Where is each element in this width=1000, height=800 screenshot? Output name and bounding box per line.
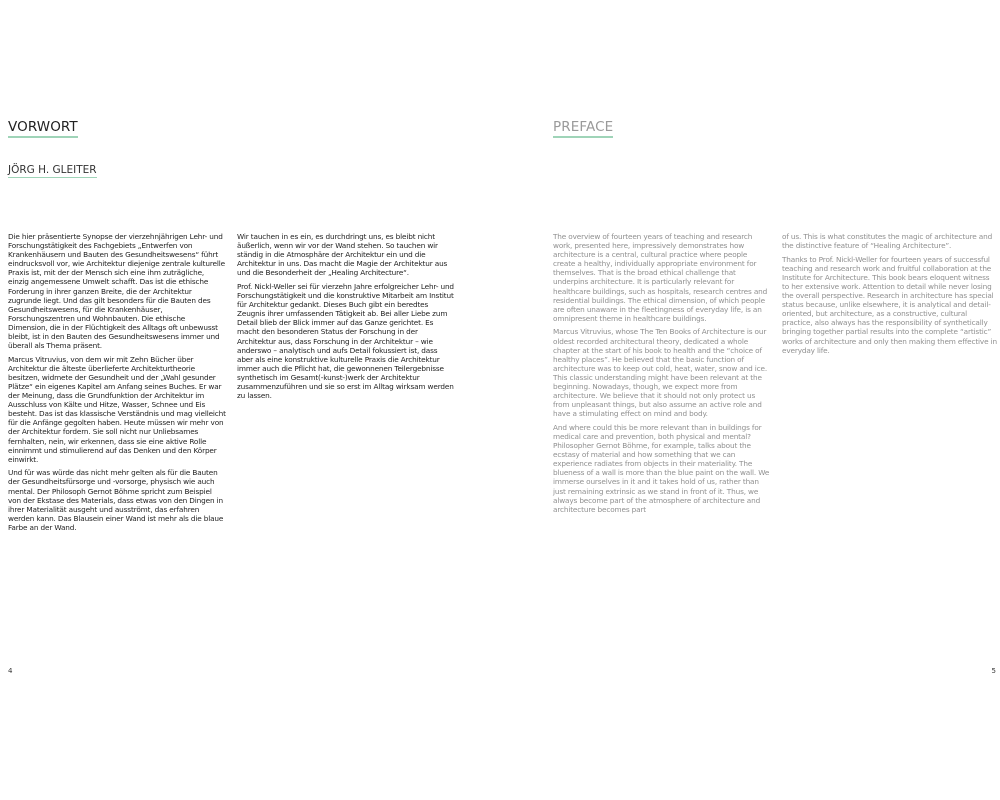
paragraph: Wir tauchen in es ein, es durchdringt uns, es bleibt nicht äußerlich, wenn wir vor der Wand stehen. So tauchen wir ständig in die Atmosphäre der Architektur ein und die Architektur in uns. Das macht die Magie der Architektur aus und die Besonderheit der „Healing Architecture“. [237, 232, 448, 278]
paragraph: Marcus Vitruvius, von dem wir mit Zehn Bücher über Architektur die älteste überlieferte Architekturtheorie besitzen, widmete der Gesundheit und der „Wahl gesunder Plätze“ ein eigenes Kapitel am Anfang seines Buches. Er war der Meinung, dass die Grundfunktion der Architektur im Ausschluss von Kälte und Hitze, Wasser, Schnee und Eis besteht. Das ist das klassische Verständnis und mag vielleicht für die Anfänge gegolten haben. Heute müssen wir mehr von der Architektur fordern. Sie soll nicht nur Unliebsames fernhalten, nein, wir erkennen, dass sie eine aktive Rolle einnimmt und stimulierend auf das Denken und den Körper einwirkt. [8, 354, 226, 464]
paragraph: Thanks to Prof. Nickl-Weller for fourteen years of successful teaching and research work and fruitful collaboration at the Institute for Architecture. This book bears eloquent witness to her extensive work. Attention to detail while never losing the overall perspective. Research in architecture has special status because, unlike elsewhere, it is analytical and detail-oriented, but architecture, as a constructive, cultural practice, also always has the responsibility of synthetically bringing together partial results into the complete “artistic” works of architecture and only then making them effective in everyday life. [782, 254, 997, 355]
english-text-column-1 [553, 232, 771, 518]
paragraph: Marcus Vitruvius, whose The Ten Books of Architecture is our oldest recorded architectural theory, dedicated a whole chapter at the start of his book to health and the “choice of healthy places”. He believed that the basic function of architecture was to keep out cold, heat, water, snow and ice. This classic understanding might have been relevant at the beginning. Nowadays, though, we expect more from architecture. We believe that it should not only protect us from unpleasant things, but also assume an active role and have a stimulating effect on mind and body. [553, 327, 768, 419]
page-title-vorwort: VORWORT [8, 119, 78, 138]
german-text-column-1 [8, 232, 226, 537]
paragraph: And where could this be more relevant than in buildings for medical care and prevention, both physical and mental? Philosopher Gernot Böhme, for example, talks about the ecstasy of material and how something that we can experience radiates from objects in their materiality. The blueness of a wall is more than the blue paint on the wall. We immerse ourselves in it and it takes hold of us, rather than just remaining extrinsic as we stand in front of it. Thus, we always become part of the atmosphere of architecture and architecture becomes part [553, 422, 770, 514]
english-text-column-2 [782, 232, 998, 359]
german-text-column-2 [237, 232, 455, 405]
page-title-preface: PREFACE [553, 119, 613, 138]
author-name: JÖRG H. GLEITER [8, 164, 97, 176]
paragraph: Und für was würde das nicht mehr gelten als für die Bauten der Gesundheitsfürsorge und -vorsorge, physisch wie auch mental. Der Philosoph Gernot Böhme spricht zum Beispiel von der Ekstase des Materials, dass etwas von den Dingen in ihrer Materialität ausgeht und ausströmt, das erfahren werden kann. Das Blausein einer Wand ist mehr als die blaue Farbe an der Wand. [8, 468, 224, 532]
page-number-left: 4 [8, 667, 13, 675]
right-page [500, 0, 1000, 800]
page-number-right: 5 [991, 667, 996, 675]
paragraph: Die hier präsentierte Synopse der vierzehnjährigen Lehr- und Forschungstätigkeit des Fachgebiets „Entwerfen von Krankenhäusern und Bauten des Gesundheitswesens“ führt eindrucksvoll vor, wie Architektur diejenige zentrale kulturelle Praxis ist, mit der der Mensch sich eine ihm zuträgliche, einzig angemessene Umwelt schafft. Das ist die ethische Forderung in ihrer ganzen Breite, die der Architektur zugrunde liegt. Und das gilt besonders für die Bauten des Gesundheitswesens, für die Krankenhäuser, Forschungszentren und Wohnbauten. Die ethische Dimension, die in der Flüchtigkeit des Alltags oft unbewusst bleibt, ist in den Bauten des Gesundheitswesens immer und überall als Thema präsent. [8, 232, 225, 351]
paragraph: of us. This is what constitutes the magic of architecture and the distinctive feature of “Healing Architecture”. [782, 232, 993, 251]
paragraph: Prof. Nickl-Weller sei für vierzehn Jahre erfolgreicher Lehr- und Forschungstätigkeit und die konstruktive Mitarbeit am Institut für Architektur gedankt. Dieses Buch gibt ein beredtes Zeugnis ihrer umfassenden Tätigkeit ab. Bei aller Liebe zum Detail blieb der Blick immer auf das Ganze gerichtet. Es macht den besonderen Status der Forschung in der Architektur aus, dass Forschung in der Architektur – wie anderswo – analytisch und aufs Detail fokussiert ist, dass aber als eine konstruktive kulturelle Praxis die Architektur immer auch die Pflicht hat, die gewonnenen Teilergebnisse synthetisch im Gesamt(-kunst-)werk der Architektur zusammenzuführen und sie so erst im Alltag wirksam werden zu lassen. [237, 281, 454, 401]
paragraph: The overview of fourteen years of teaching and research work, presented here, impressively demonstrates how architecture is a central, cultural practice where people create a healthy, individually appropriate environment for themselves. That is the broad ethical challenge that underpins architecture. It is particularly relevant for healthcare buildings, such as hospitals, research centres and residential buildings. The ethical dimension, of which people are often unaware in the fleetingness of everyday life, is an omnipresent theme in healthcare buildings. [553, 232, 768, 323]
